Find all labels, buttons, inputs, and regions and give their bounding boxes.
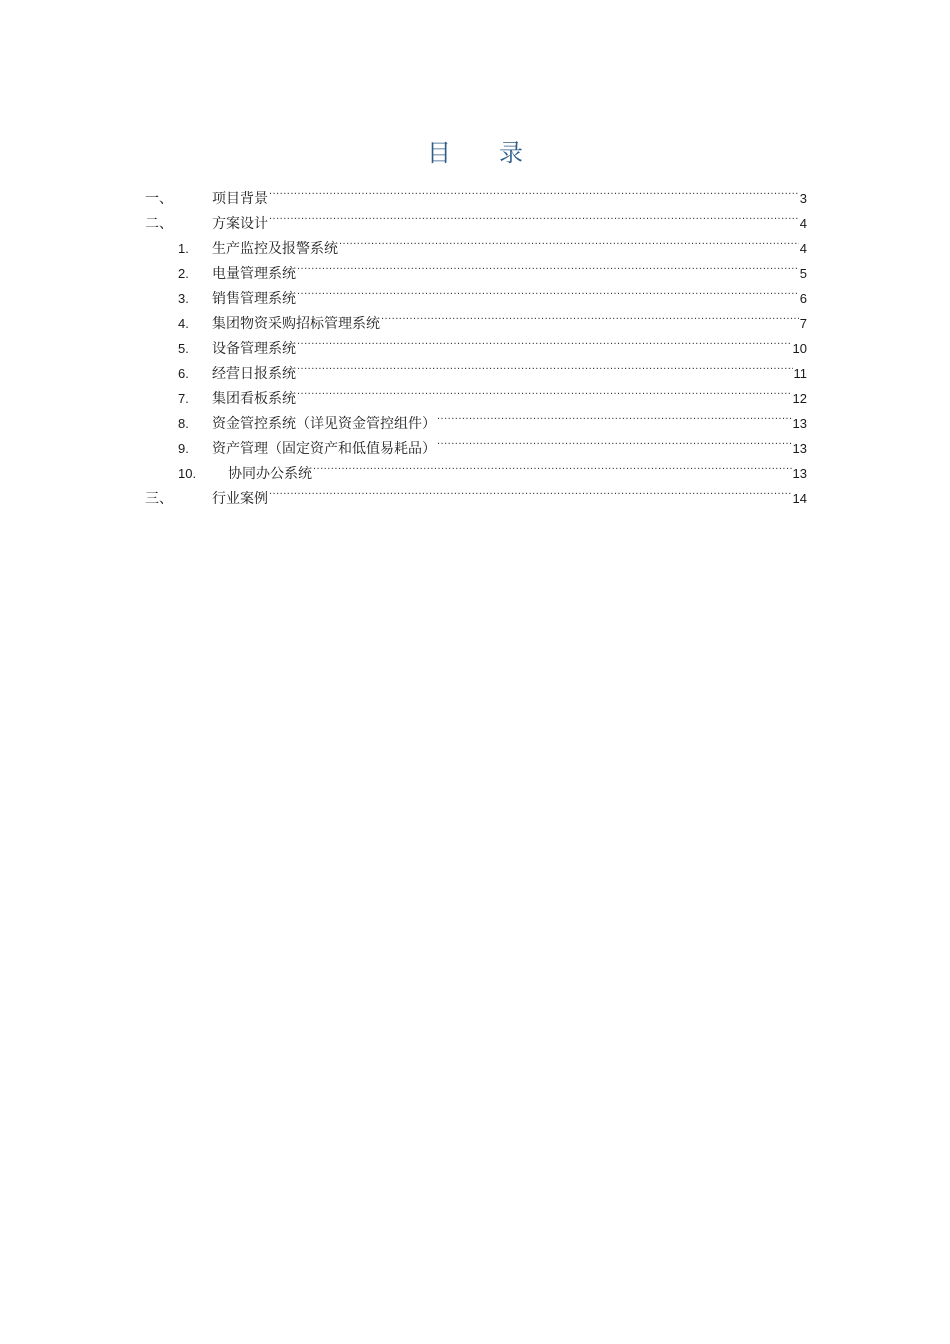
toc-dot-leader [297,278,799,303]
toc-entry-title: 协同办公系统 [228,466,312,482]
toc-entry-title: 电量管理系统 [212,266,296,282]
toc-entry[interactable] [145,428,807,457]
toc-entry-title: 生产监控及报警系统 [212,241,338,257]
toc-dot-leader [437,403,792,428]
toc-entry-page: 12 [792,391,807,406]
toc-entry-number: 三、 [145,491,173,507]
toc-entry-number: 二、 [145,216,173,232]
toc-entry-page: 13 [792,466,807,481]
toc-entry[interactable] [145,178,807,207]
toc-entry-title: 资金管控系统（详见资金管控组件） [212,416,436,432]
toc-entry[interactable] [145,353,807,382]
toc-entry-page: 13 [792,416,807,431]
toc-entry-title: 销售管理系统 [212,291,296,307]
table-of-contents [145,178,807,507]
toc-entry-title: 经营日报系统 [212,366,296,382]
toc-entry[interactable] [145,328,807,357]
toc-entry[interactable] [145,278,807,307]
toc-dot-leader [297,328,792,353]
toc-entry-number: 6. [178,366,189,381]
toc-entry-page: 3 [799,191,807,206]
toc-entry-number: 一、 [145,191,173,207]
toc-dot-leader [269,203,799,228]
toc-entry-title: 设备管理系统 [212,341,296,357]
toc-title-char-1: 目 [427,139,451,167]
toc-entry-number: 4. [178,316,189,331]
toc-entry-number: 7. [178,391,189,406]
toc-entry[interactable] [145,253,807,282]
toc-entry-page: 4 [799,216,807,231]
toc-entry-page: 10 [792,341,807,356]
toc-entry-number: 10. [178,466,197,481]
toc-dot-leader [297,378,792,403]
toc-dot-leader [339,228,799,253]
toc-entry-page: 6 [799,291,807,306]
toc-entry-number: 8. [178,416,189,431]
toc-entry-page: 13 [792,441,807,456]
toc-entry-number: 1. [178,241,189,256]
toc-entry-title: 行业案例 [212,491,268,507]
toc-entry[interactable] [145,478,807,507]
toc-entry[interactable] [145,403,807,432]
toc-entry[interactable] [145,203,807,232]
toc-entry-page: 4 [799,241,807,256]
toc-dot-leader [381,303,799,328]
toc-entry[interactable] [145,303,807,332]
toc-entry-page: 11 [793,366,807,381]
toc-entry-number: 5. [178,341,189,356]
toc-dot-leader [437,428,792,453]
toc-dot-leader [297,253,799,278]
toc-entry[interactable] [145,378,807,407]
toc-entry-page: 14 [792,491,807,506]
toc-entry-number: 9. [178,441,189,456]
toc-entry-title: 项目背景 [212,191,268,207]
toc-entry-number: 2. [178,266,189,281]
toc-entry-title: 资产管理（固定资产和低值易耗品） [212,441,436,457]
toc-entry-title: 集团看板系统 [212,391,296,407]
toc-dot-leader [297,353,793,378]
toc-entry-page: 5 [799,266,807,281]
toc-title [0,133,950,168]
toc-entry-title: 集团物资采购招标管理系统 [212,316,380,332]
toc-entry[interactable] [145,453,807,482]
toc-dot-leader [269,178,799,203]
toc-entry-title: 方案设计 [212,216,268,232]
toc-dot-leader [313,453,792,478]
toc-entry-page: 7 [799,316,807,331]
toc-entry-number: 3. [178,291,189,306]
toc-dot-leader [269,478,792,503]
toc-entry[interactable] [145,228,807,257]
toc-title-char-2: 录 [499,139,523,167]
